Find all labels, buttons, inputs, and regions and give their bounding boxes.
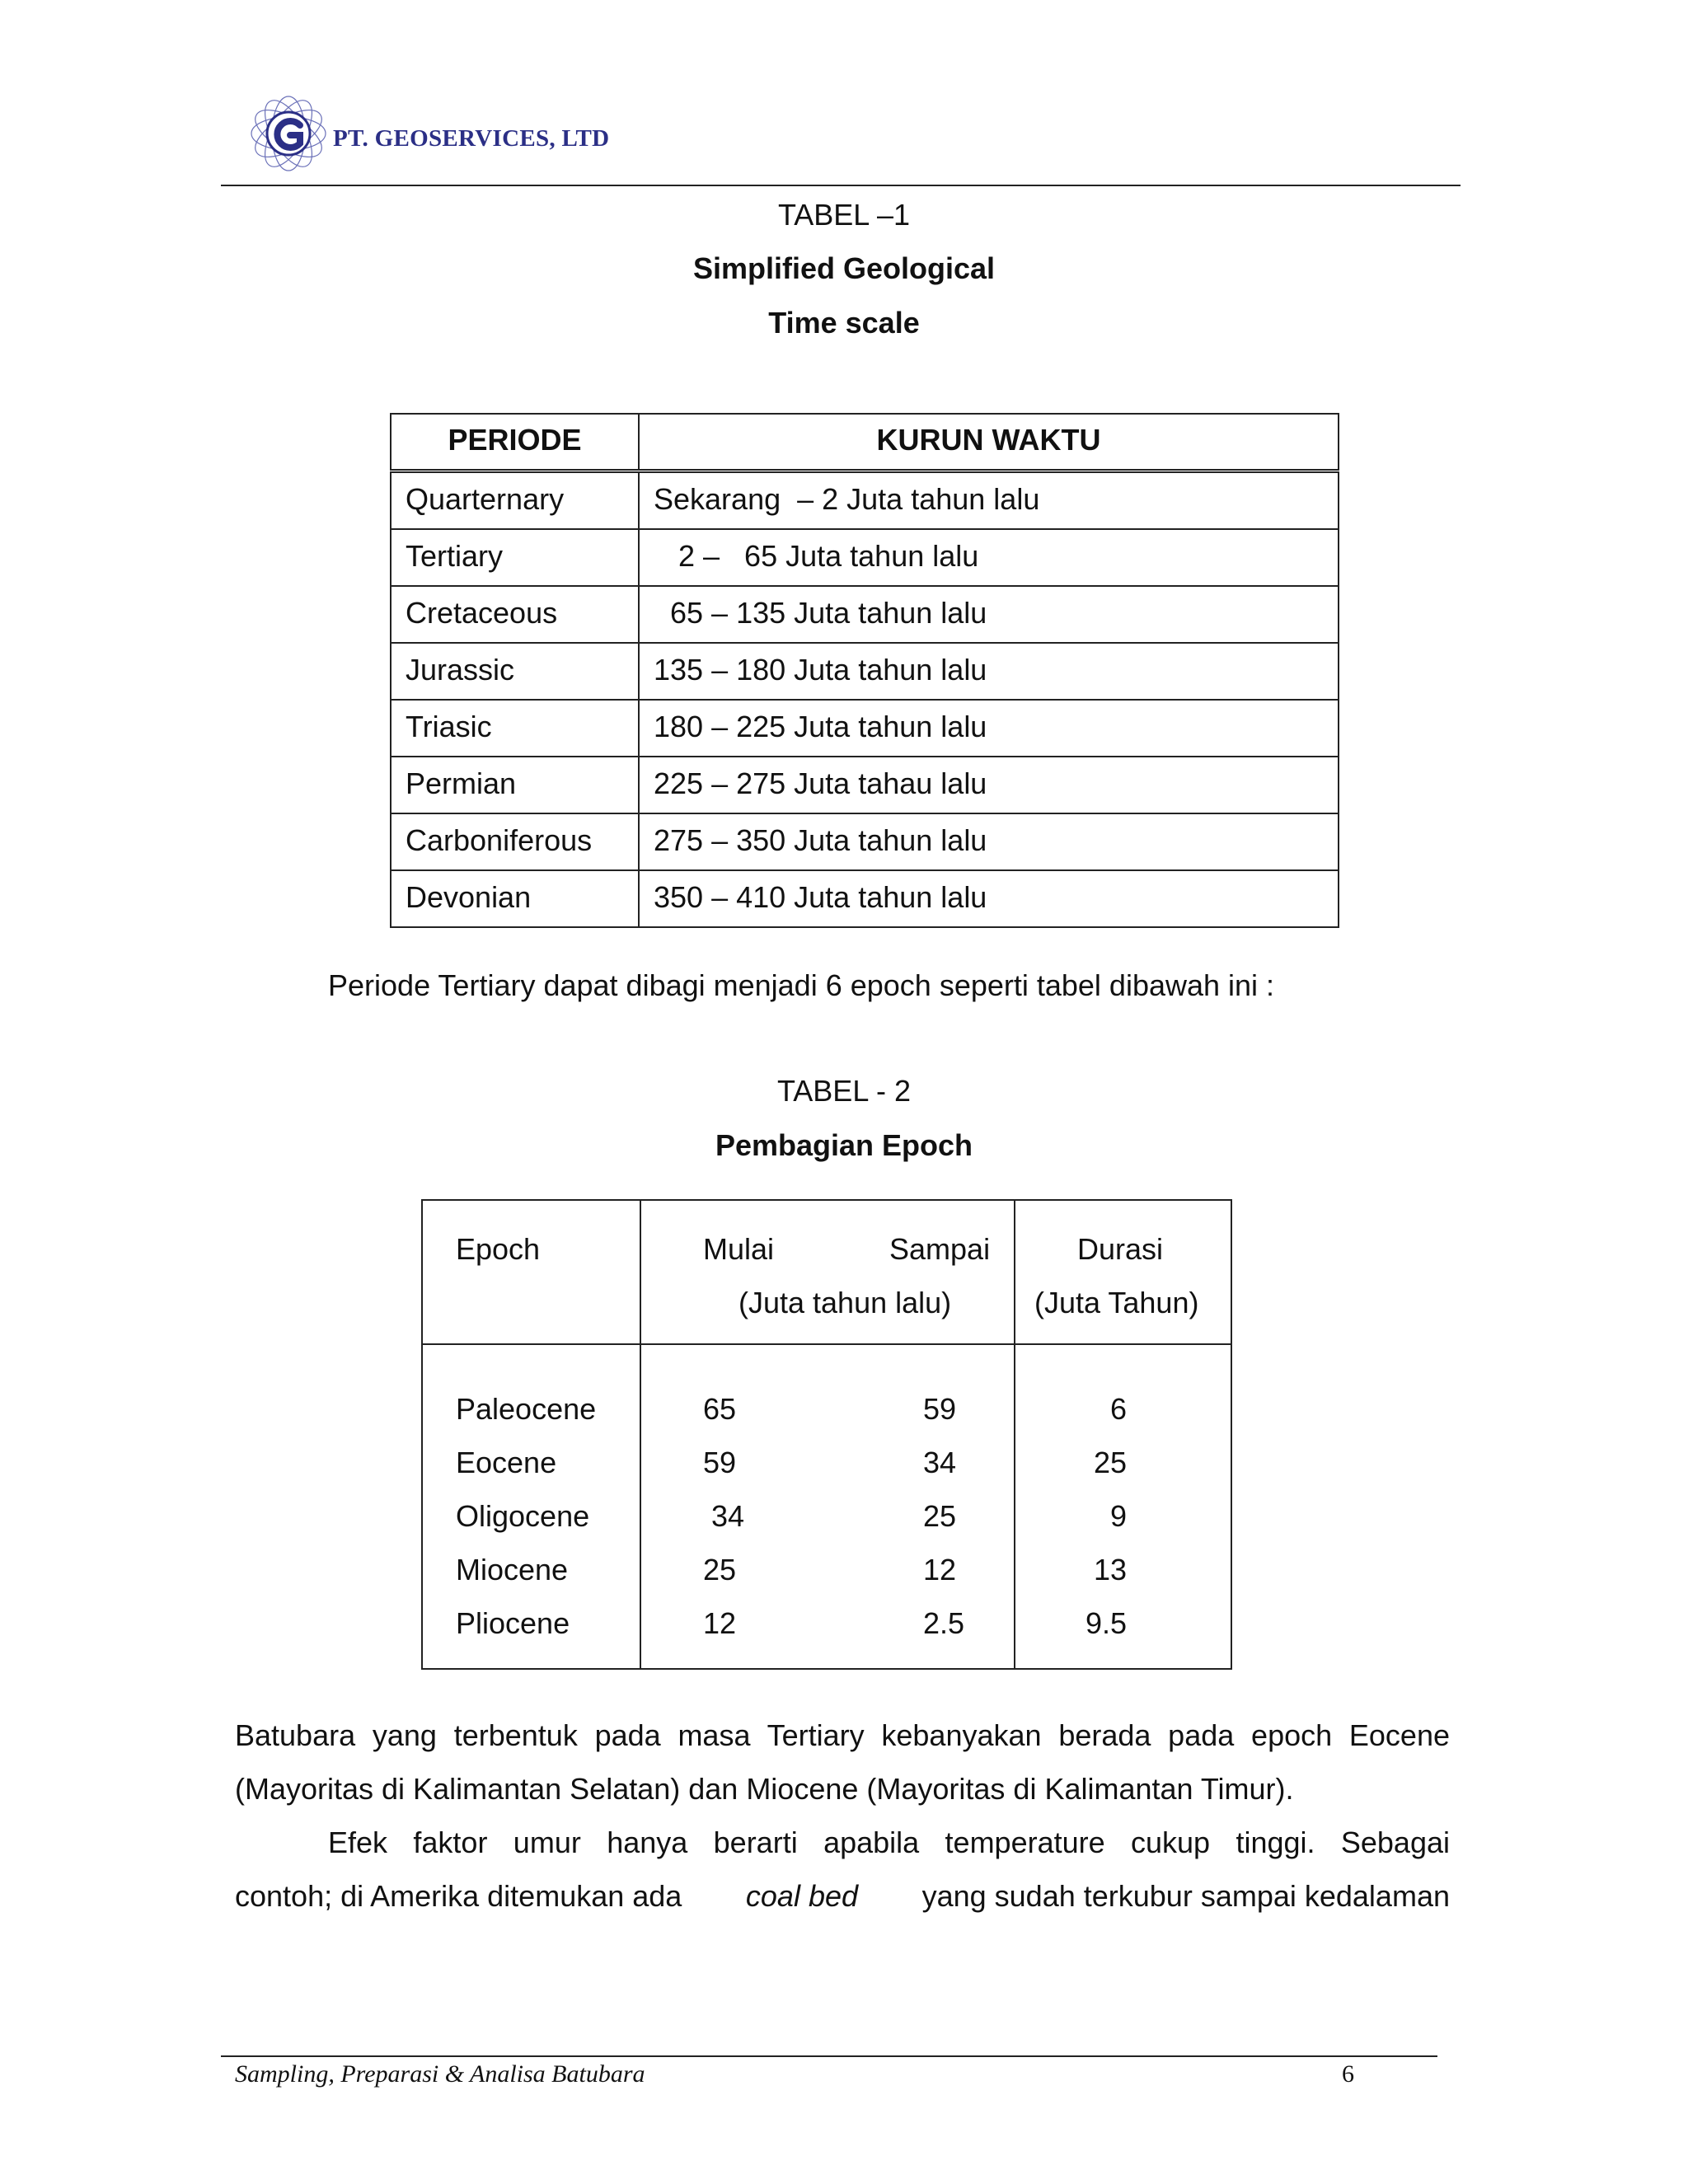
- mulai-cell: 34: [711, 1499, 745, 1533]
- table-row: [423, 1446, 1231, 1499]
- intro-paragraph: Periode Tertiary dapat dibagi menjadi 6 epoch seperti tabel dibawah ini :: [328, 968, 1275, 1002]
- header-sampai: Sampai: [889, 1232, 991, 1266]
- periode-cell: Permian: [391, 757, 639, 813]
- epoch-cell: Pliocene: [456, 1606, 570, 1640]
- table1-label: TABEL –1: [777, 198, 911, 232]
- header-unit-durasi: (Juta Tahun): [1034, 1286, 1199, 1319]
- header-durasi: Durasi: [1077, 1232, 1164, 1266]
- kurun-waktu-cell: 180 – 225 Juta tahun lalu: [639, 700, 1339, 757]
- footer-divider: [221, 2055, 1437, 2057]
- table-row: [391, 870, 1339, 927]
- durasi-cell: 13: [1094, 1553, 1128, 1586]
- table-row: [391, 529, 1339, 586]
- table1-title-line2: Time scale: [768, 306, 920, 340]
- company-name: PT. GEOSERVICES, LTD: [333, 124, 610, 152]
- geoservices-g-logo-icon: [247, 92, 330, 175]
- header-unit-mulai-sampai: (Juta tahun lalu): [738, 1286, 952, 1319]
- body-paragraph-line: (Mayoritas di Kalimantan Selatan) dan Miocene (Mayoritas di Kalimantan Timur).: [235, 1772, 1294, 1806]
- periode-cell: Quarternary: [391, 471, 639, 530]
- kurun-waktu-cell: 275 – 350 Juta tahun lalu: [639, 813, 1339, 870]
- table-row: [423, 1392, 1231, 1446]
- kurun-waktu-cell: 225 – 275 Juta tahau lalu: [639, 757, 1339, 813]
- geological-time-scale-table: [390, 413, 1339, 928]
- header-epoch: Epoch: [456, 1232, 541, 1266]
- kurun-waktu-cell: 350 – 410 Juta tahun lalu: [639, 870, 1339, 927]
- periode-cell: Cretaceous: [391, 586, 639, 643]
- durasi-cell: 9.5: [1085, 1606, 1128, 1640]
- header-mulai: Mulai: [703, 1232, 775, 1266]
- body-text-emphasis: coal bed: [745, 1879, 859, 1913]
- epoch-table: [421, 1199, 1232, 1670]
- body-paragraph-line: [235, 1869, 1450, 1923]
- table-row: [391, 643, 1339, 700]
- table-row: [423, 1606, 1231, 1660]
- body-text: contoh; di Amerika ditemukan ada: [235, 1879, 682, 1913]
- epoch-cell: Eocene: [456, 1446, 557, 1479]
- header-divider: [423, 1343, 1231, 1345]
- body-paragraph-line: Efek faktor umur hanya berarti apabila temperature cukup tinggi. Sebagai: [328, 1825, 1450, 1859]
- body-paragraph-line: Batubara yang terbentuk pada masa Tertiary kebanyakan berada pada epoch Eocene: [235, 1718, 1450, 1752]
- periode-cell: Tertiary: [391, 529, 639, 586]
- mulai-cell: 12: [703, 1606, 737, 1640]
- sampai-cell: 25: [923, 1499, 957, 1533]
- table-row: [391, 813, 1339, 870]
- mulai-cell: 25: [703, 1553, 737, 1586]
- sampai-cell: 12: [923, 1553, 957, 1586]
- durasi-cell: 25: [1094, 1446, 1128, 1479]
- table-row: [423, 1553, 1231, 1606]
- epoch-cell: Miocene: [456, 1553, 569, 1586]
- kurun-waktu-cell: Sekarang – 2 Juta tahun lalu: [639, 471, 1339, 530]
- header-divider: [221, 185, 1461, 186]
- page-header: [247, 92, 609, 175]
- table-row: [423, 1499, 1231, 1553]
- page-number: 6: [1342, 2060, 1354, 2088]
- table-row: [391, 586, 1339, 643]
- mulai-cell: 65: [703, 1392, 737, 1426]
- epoch-cell: Oligocene: [456, 1499, 590, 1533]
- kurun-waktu-cell: 2 – 65 Juta tahun lalu: [639, 529, 1339, 586]
- table-row: [391, 471, 1339, 530]
- column-header-periode: PERIODE: [391, 414, 639, 471]
- table2-title: Pembagian Epoch: [715, 1128, 973, 1162]
- table-header-row: [391, 414, 1339, 471]
- body-text: yang sudah terkubur sampai kedalaman: [921, 1879, 1450, 1913]
- periode-cell: Jurassic: [391, 643, 639, 700]
- periode-cell: Triasic: [391, 700, 639, 757]
- durasi-cell: 6: [1110, 1392, 1128, 1426]
- footer-title: Sampling, Preparasi & Analisa Batubara: [235, 2060, 645, 2088]
- periode-cell: Devonian: [391, 870, 639, 927]
- kurun-waktu-cell: 65 – 135 Juta tahun lalu: [639, 586, 1339, 643]
- epoch-cell: Paleocene: [456, 1392, 597, 1426]
- column-header-kurun-waktu: KURUN WAKTU: [639, 414, 1339, 471]
- kurun-waktu-cell: 135 – 180 Juta tahun lalu: [639, 643, 1339, 700]
- table-row: [391, 757, 1339, 813]
- durasi-cell: 9: [1110, 1499, 1128, 1533]
- table2-label: TABEL - 2: [776, 1074, 912, 1108]
- sampai-cell: 2.5: [923, 1606, 965, 1640]
- table-row: [391, 700, 1339, 757]
- periode-cell: Carboniferous: [391, 813, 639, 870]
- sampai-cell: 34: [923, 1446, 957, 1479]
- table1-title-line1: Simplified Geological: [692, 251, 996, 285]
- sampai-cell: 59: [923, 1392, 957, 1426]
- mulai-cell: 59: [703, 1446, 737, 1479]
